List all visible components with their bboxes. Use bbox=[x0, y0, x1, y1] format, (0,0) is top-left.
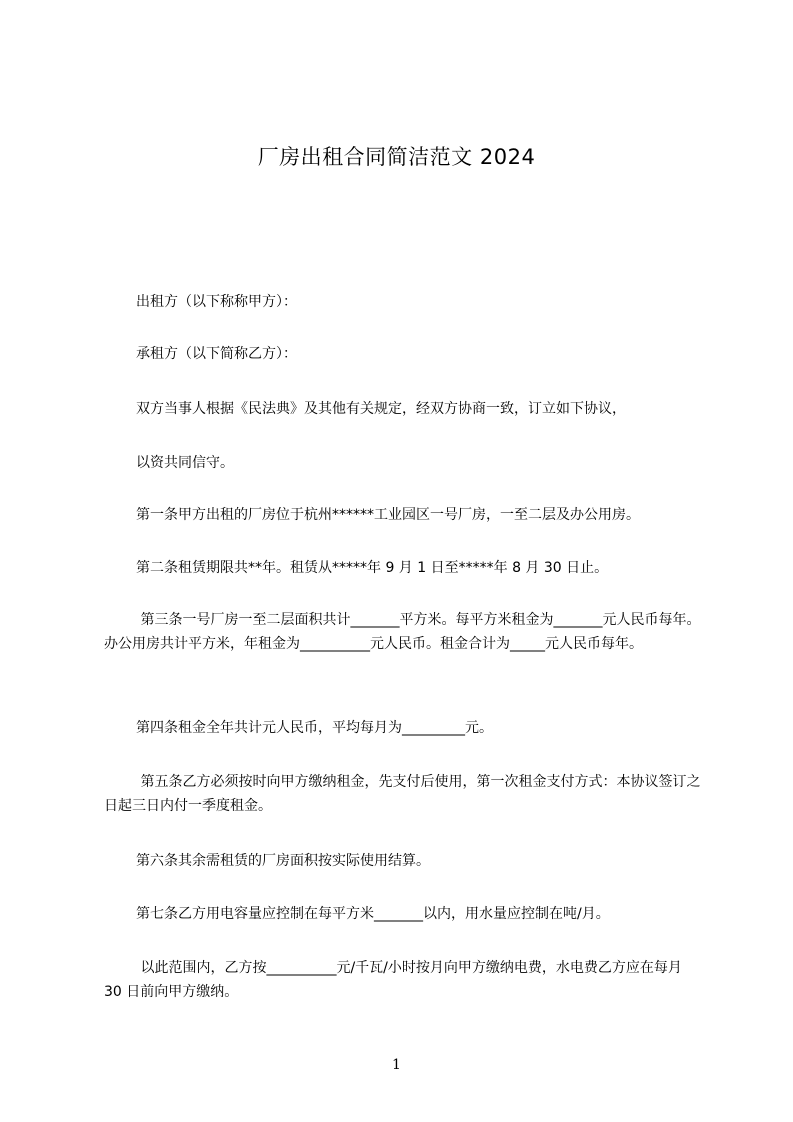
paragraph-text: 第四条租金全年共计元人民币，平均每月为_________元。 bbox=[136, 720, 493, 736]
paragraph-article-3 bbox=[104, 608, 704, 656]
paragraph-text: 第五条乙方必须按时向甲方缴纳租金，先支付后使用，第一次租金支付方式：本协议签订之日起三日内付一季度租金。 bbox=[104, 774, 701, 814]
paragraph-lessee bbox=[104, 342, 704, 366]
paragraph-article-1 bbox=[104, 503, 704, 527]
paragraph-article-2 bbox=[104, 556, 704, 580]
paragraph-agreement-intro bbox=[104, 397, 704, 421]
paragraph-article-7 bbox=[104, 902, 704, 926]
paragraph-article-5 bbox=[104, 770, 704, 818]
paragraph-agreement-intro-cont bbox=[104, 451, 704, 475]
paragraph-article-4 bbox=[104, 716, 704, 740]
paragraph-text: 以资共同信守。 bbox=[136, 455, 234, 471]
document-title: 厂房出租合同简洁范文 2024 bbox=[257, 145, 536, 169]
paragraph-text: 承租方（以下简称乙方）： bbox=[136, 346, 297, 362]
paragraph-text: 第二条租赁期限共**年。租赁从*****年 9 月 1 日至*****年 8 月 30 日止。 bbox=[136, 560, 609, 576]
paragraph-article-6 bbox=[104, 849, 704, 873]
paragraph-text: 第三条一号厂房一至二层面积共计_______平方米。每平方米租金为_______元人民币每年。办公用房共计平方米，年租金为__________元人民币。租金合计为_____元人民币每年。 bbox=[104, 612, 701, 652]
paragraph-electricity bbox=[104, 956, 704, 1004]
paragraph-text: 双方当事人根据《民法典》及其他有关规定，经双方协商一致，订立如下协议， bbox=[136, 401, 626, 417]
paragraph-text: 出租方（以下称称甲方）： bbox=[136, 294, 297, 310]
page-number: 1 bbox=[392, 1057, 401, 1073]
paragraph-text: 第一条甲方出租的厂房位于杭州******工业园区一号厂房，一至二层及办公用房。 bbox=[136, 507, 640, 523]
paragraph-lessor bbox=[104, 290, 704, 314]
paragraph-text: 以此范围内，乙方按__________元/千瓦/小时按月向甲方缴纳电费，水电费乙方应在每月 30 日前向甲方缴纳。 bbox=[104, 960, 687, 1000]
paragraph-text: 第六条其余需租赁的厂房面积按实际使用结算。 bbox=[136, 853, 430, 869]
paragraph-text: 第七条乙方用电容量应控制在每平方米_______以内，用水量应控制在吨/月。 bbox=[136, 906, 610, 922]
